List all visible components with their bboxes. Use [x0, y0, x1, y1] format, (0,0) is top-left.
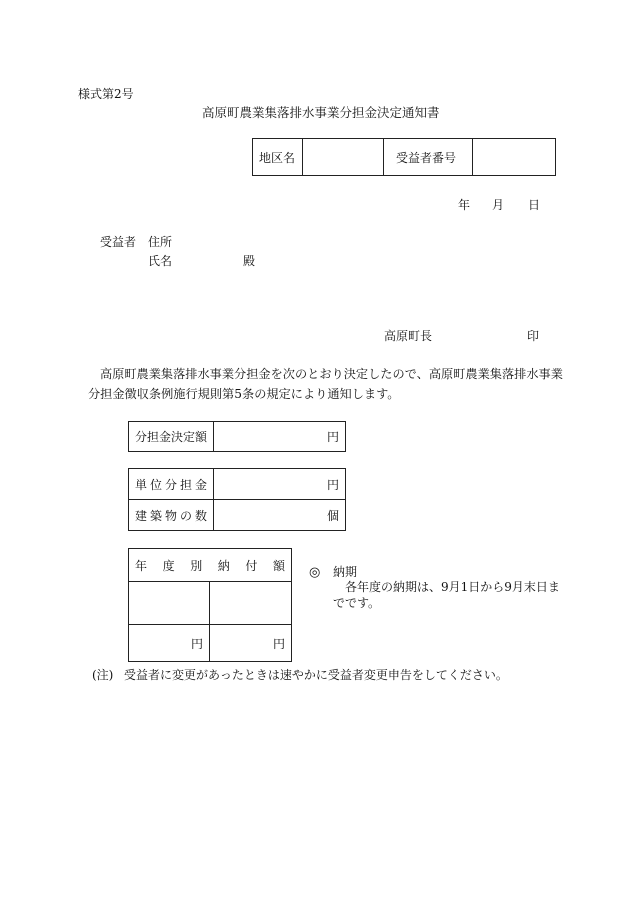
building-count-label: 建築物の数	[129, 500, 214, 531]
form-number: 様式第2号	[78, 87, 134, 101]
yearly-amount-unit-left: 円	[129, 625, 210, 662]
yearly-header-char: 額	[272, 558, 285, 573]
issuer-seal: 印	[527, 329, 540, 343]
footnote-tag: (注)	[92, 668, 114, 682]
issuer-title: 高原町長	[384, 329, 433, 343]
recipient-address-label: 住所	[148, 235, 173, 249]
yearly-header-char: 年	[135, 558, 148, 573]
yearly-payment-header	[129, 549, 292, 582]
payment-note-line-2: でです。	[333, 596, 381, 610]
recipient-honorific: 殿	[243, 254, 256, 268]
body-paragraph	[88, 364, 568, 404]
date-year: 年	[458, 198, 471, 212]
yearly-year-cell-right	[210, 582, 292, 625]
unit-charge-label: 単位分担金	[129, 469, 214, 500]
recipient-name-label: 氏名	[148, 254, 173, 268]
date-month: 月	[492, 198, 505, 212]
payment-note-mark: ◎	[309, 565, 321, 580]
payment-note-line-1: 各年度の納期は、9月1日から9月末日ま	[345, 580, 560, 594]
yearly-amount-unit-right: 円	[210, 625, 292, 662]
body-line-2: 分担金徴収条例施行規則第5条の規定により通知します。	[88, 387, 400, 401]
assessment-amount-label: 分担金決定額	[129, 422, 214, 452]
beneficiary-number-value	[473, 139, 556, 176]
date-day: 日	[528, 198, 541, 212]
footnote-text: 受益者に変更があったときは速やかに受益者変更申告をしてください。	[124, 668, 508, 682]
payment-note-heading: 納期	[333, 565, 358, 579]
yearly-year-cell-left	[129, 582, 210, 625]
yearly-payment-table	[128, 548, 292, 662]
yearly-header-char: 度	[162, 558, 175, 573]
building-count-unit: 個	[214, 500, 346, 531]
beneficiary-number-label: 受益者番号	[384, 139, 473, 176]
assessment-amount-unit: 円	[214, 422, 346, 452]
unit-charge-unit: 円	[214, 469, 346, 500]
unit-charge-table	[128, 468, 346, 531]
document-title: 高原町農業集落排水事業分担金決定通知書	[202, 105, 440, 120]
recipient-prefix: 受益者	[100, 235, 137, 249]
district-label: 地区名	[253, 139, 303, 176]
yearly-header-char: 別	[190, 558, 203, 573]
body-line-1: 高原町農業集落排水事業分担金を次のとおり決定したので、高原町農業集落排水事業	[100, 367, 563, 381]
assessment-amount-table	[128, 421, 346, 452]
district-value	[303, 139, 384, 176]
district-table	[252, 138, 556, 176]
yearly-header-char: 納	[217, 558, 230, 573]
yearly-header-char: 付	[245, 558, 258, 573]
